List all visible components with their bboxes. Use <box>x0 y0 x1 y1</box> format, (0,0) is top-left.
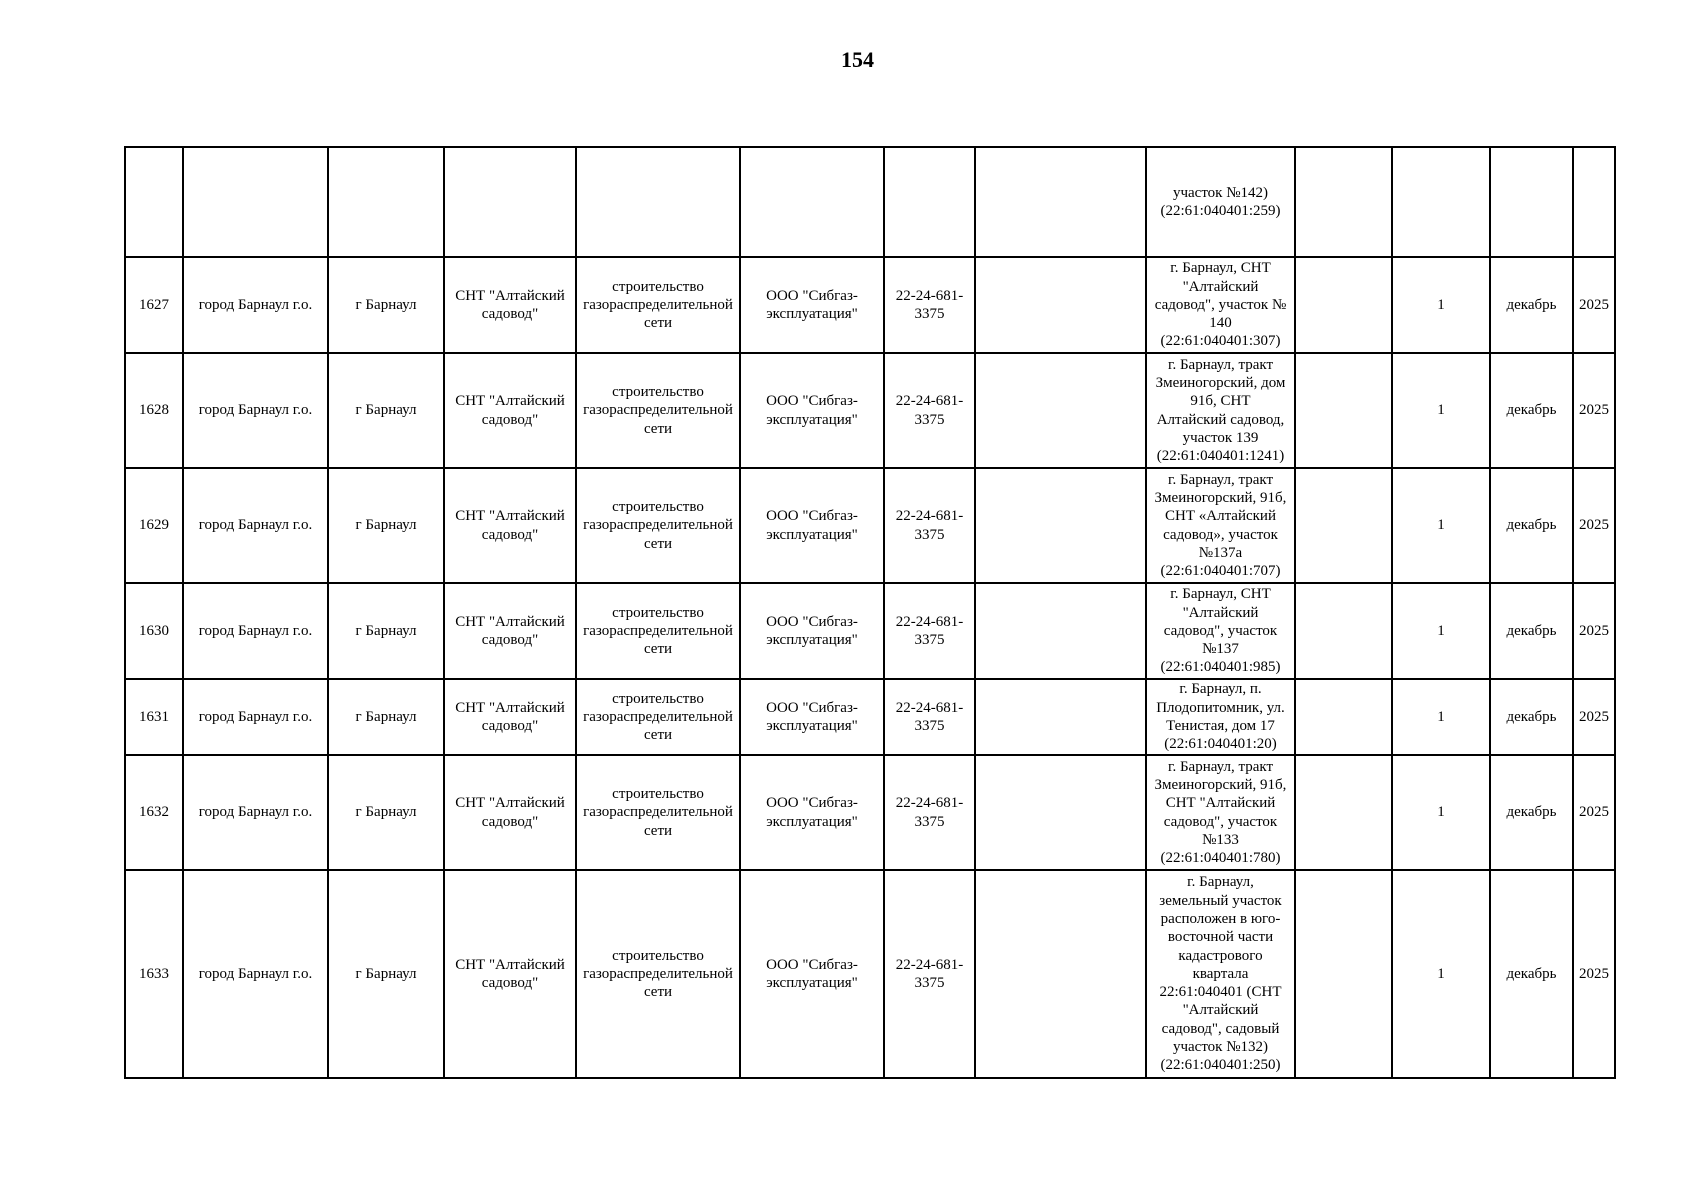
address-line: земельный участок <box>1159 892 1282 909</box>
cell-empty <box>1295 353 1392 468</box>
cell-locality: г Барнаул <box>328 870 444 1078</box>
address-line: СНТ "Алтайский <box>1165 795 1276 812</box>
cell-object: СНТ "Алтайский садовод" <box>444 583 576 679</box>
cell-qty: 1 <box>1392 353 1490 468</box>
address-line: г. Барнаул, тракт <box>1167 758 1274 775</box>
address-line: восточной части <box>1167 929 1274 946</box>
cell-empty <box>1295 468 1392 583</box>
cell-work <box>576 147 740 257</box>
table-row <box>125 679 1615 755</box>
address-line: г. Барнаул, п. <box>1179 681 1262 698</box>
cell-municipality: город Барнаул г.о. <box>183 583 328 679</box>
address-line: "Алтайский <box>1182 278 1259 295</box>
cell-address <box>1146 679 1295 755</box>
cell-num <box>125 147 183 257</box>
address-line: г. Барнаул, тракт <box>1167 356 1274 373</box>
address-line: Змеиногорский, 91б, <box>1154 489 1287 506</box>
address-line: 91б, СНТ <box>1190 393 1251 410</box>
cell-work: строительство газораспределительной сети <box>576 679 740 755</box>
cell-empty <box>1295 755 1392 870</box>
cell-empty <box>975 353 1146 468</box>
address-line: (22:61:040401:707) <box>1160 563 1281 580</box>
cell-organization: ООО "Сибгаз-эксплуатация" <box>740 257 884 353</box>
cell-qty: 1 <box>1392 755 1490 870</box>
cell-year <box>1573 147 1615 257</box>
cell-qty: 1 <box>1392 870 1490 1078</box>
register-table <box>124 146 1616 1079</box>
cell-work: строительство газораспределительной сети <box>576 257 740 353</box>
cell-locality <box>328 147 444 257</box>
address-line: г. Барнаул, СНТ <box>1170 260 1271 277</box>
cell-work: строительство газораспределительной сети <box>576 353 740 468</box>
address-line: садовод», участок <box>1163 526 1278 543</box>
address-line: г. Барнаул, <box>1187 874 1254 891</box>
cell-municipality: город Барнаул г.о. <box>183 870 328 1078</box>
cell-month: декабрь <box>1490 353 1573 468</box>
cell-code: 22-24-681-3375 <box>884 583 975 679</box>
address-line: г. Барнаул, СНТ <box>1170 586 1271 603</box>
address-line: садовод", участок <box>1163 813 1278 830</box>
cell-year: 2025 <box>1573 679 1615 755</box>
table-row-continuation <box>125 147 1615 257</box>
address-line: Плодопитомник, ул. <box>1156 699 1285 716</box>
cell-work: строительство газораспределительной сети <box>576 468 740 583</box>
address-line: Тенистая, дом 17 <box>1166 718 1275 734</box>
table-row <box>125 583 1615 679</box>
address-line: садовод", участок <box>1163 622 1278 639</box>
cell-qty: 1 <box>1392 468 1490 583</box>
cell-municipality <box>183 147 328 257</box>
address-line: (22:61:040401:259) <box>1160 203 1281 219</box>
page-number: 154 <box>841 47 874 72</box>
cell-locality: г Барнаул <box>328 755 444 870</box>
address-line: (22:61:040401:780) <box>1160 850 1281 867</box>
address-line: (22:61:040401:250) <box>1160 1057 1281 1074</box>
cell-num: 1631 <box>125 679 183 755</box>
cell-address <box>1146 353 1295 468</box>
address-line: (22:61:040401:307) <box>1160 333 1281 350</box>
cell-organization: ООО "Сибгаз-эксплуатация" <box>740 583 884 679</box>
cell-num: 1627 <box>125 257 183 353</box>
cell-address <box>1146 147 1295 257</box>
cell-municipality: город Барнаул г.о. <box>183 468 328 583</box>
address-line: Змеиногорский, дом <box>1155 374 1286 391</box>
cell-locality: г Барнаул <box>328 679 444 755</box>
cell-num: 1633 <box>125 870 183 1078</box>
cell-empty <box>975 755 1146 870</box>
cell-locality: г Барнаул <box>328 583 444 679</box>
cell-organization: ООО "Сибгаз-эксплуатация" <box>740 353 884 468</box>
cell-code: 22-24-681-3375 <box>884 679 975 755</box>
cell-locality: г Барнаул <box>328 468 444 583</box>
cell-empty <box>1295 870 1392 1078</box>
cell-municipality: город Барнаул г.о. <box>183 257 328 353</box>
cell-organization: ООО "Сибгаз-эксплуатация" <box>740 468 884 583</box>
cell-address <box>1146 257 1295 353</box>
cell-object: СНТ "Алтайский садовод" <box>444 257 576 353</box>
cell-address <box>1146 468 1295 583</box>
address-line: кадастрового <box>1178 947 1263 964</box>
address-line: участок 139 <box>1182 429 1259 446</box>
cell-year: 2025 <box>1573 353 1615 468</box>
cell-qty: 1 <box>1392 257 1490 353</box>
cell-empty <box>975 257 1146 353</box>
cell-address <box>1146 870 1295 1078</box>
cell-code <box>884 147 975 257</box>
cell-month: декабрь <box>1490 755 1573 870</box>
table-row <box>125 257 1615 353</box>
cell-code: 22-24-681-3375 <box>884 755 975 870</box>
cell-empty <box>1295 147 1392 257</box>
address-line: №137а <box>1198 544 1243 561</box>
cell-work: строительство газораспределительной сети <box>576 583 740 679</box>
cell-municipality: город Барнаул г.о. <box>183 755 328 870</box>
address-line: Алтайский садовод, <box>1156 411 1285 428</box>
cell-empty <box>1295 583 1392 679</box>
cell-num: 1629 <box>125 468 183 583</box>
cell-empty <box>975 468 1146 583</box>
cell-object: СНТ "Алтайский садовод" <box>444 353 576 468</box>
address-line: Змеиногорский, 91б, <box>1154 776 1287 793</box>
cell-organization: ООО "Сибгаз-эксплуатация" <box>740 870 884 1078</box>
cell-address <box>1146 755 1295 870</box>
cell-code: 22-24-681-3375 <box>884 257 975 353</box>
cell-municipality: город Барнаул г.о. <box>183 679 328 755</box>
cell-organization: ООО "Сибгаз-эксплуатация" <box>740 755 884 870</box>
address-line: "Алтайский <box>1182 1002 1259 1019</box>
cell-qty: 1 <box>1392 583 1490 679</box>
cell-year: 2025 <box>1573 468 1615 583</box>
address-line: 22:61:040401 (СНТ <box>1159 984 1282 1001</box>
cell-address <box>1146 583 1295 679</box>
cell-year: 2025 <box>1573 257 1615 353</box>
table-row <box>125 870 1615 1078</box>
cell-month: декабрь <box>1490 583 1573 679</box>
cell-year: 2025 <box>1573 870 1615 1078</box>
cell-organization <box>740 147 884 257</box>
cell-object: СНТ "Алтайский садовод" <box>444 468 576 583</box>
cell-month: декабрь <box>1490 679 1573 755</box>
cell-municipality: город Барнаул г.о. <box>183 353 328 468</box>
cell-year: 2025 <box>1573 755 1615 870</box>
cell-work: строительство газораспределительной сети <box>576 755 740 870</box>
cell-empty <box>1295 257 1392 353</box>
table-row <box>125 468 1615 583</box>
cell-empty <box>975 679 1146 755</box>
cell-num: 1628 <box>125 353 183 468</box>
address-line: садовод", садовый <box>1161 1020 1280 1037</box>
cell-empty <box>975 870 1146 1078</box>
cell-num: 1632 <box>125 755 183 870</box>
address-line: (22:61:040401:1241) <box>1156 448 1285 465</box>
address-line: №133 <box>1202 831 1239 848</box>
address-line: участок №142) <box>1172 184 1269 201</box>
cell-month: декабрь <box>1490 870 1573 1078</box>
address-line: квартала <box>1192 965 1249 982</box>
cell-object: СНТ "Алтайский садовод" <box>444 679 576 755</box>
cell-object: СНТ "Алтайский садовод" <box>444 870 576 1078</box>
cell-empty <box>975 147 1146 257</box>
address-line: №137 <box>1202 641 1239 658</box>
table-body <box>125 147 1615 1078</box>
cell-object <box>444 147 576 257</box>
address-line: расположен в юго- <box>1160 910 1281 927</box>
address-line: (22:61:040401:20) <box>1164 736 1277 753</box>
cell-month: декабрь <box>1490 468 1573 583</box>
address-line: (22:61:040401:985) <box>1160 659 1281 676</box>
address-line: 140 <box>1209 315 1232 332</box>
cell-qty: 1 <box>1392 679 1490 755</box>
cell-qty <box>1392 147 1490 257</box>
cell-empty <box>1295 679 1392 755</box>
table-row <box>125 755 1615 870</box>
cell-year: 2025 <box>1573 583 1615 679</box>
address-line: садовод", участок № <box>1154 296 1287 313</box>
cell-organization: ООО "Сибгаз-эксплуатация" <box>740 679 884 755</box>
cell-locality: г Барнаул <box>328 353 444 468</box>
cell-code: 22-24-681-3375 <box>884 468 975 583</box>
cell-locality: г Барнаул <box>328 257 444 353</box>
cell-code: 22-24-681-3375 <box>884 353 975 468</box>
cell-month: декабрь <box>1490 257 1573 353</box>
address-line: СНТ «Алтайский <box>1165 508 1276 525</box>
address-line: г. Барнаул, тракт <box>1167 471 1274 488</box>
cell-empty <box>975 583 1146 679</box>
address-line: "Алтайский <box>1182 604 1259 621</box>
cell-work: строительство газораспределительной сети <box>576 870 740 1078</box>
address-line: участок №132) <box>1172 1039 1269 1056</box>
table-row <box>125 353 1615 468</box>
cell-month <box>1490 147 1573 257</box>
cell-code: 22-24-681-3375 <box>884 870 975 1078</box>
cell-num: 1630 <box>125 583 183 679</box>
cell-object: СНТ "Алтайский садовод" <box>444 755 576 870</box>
